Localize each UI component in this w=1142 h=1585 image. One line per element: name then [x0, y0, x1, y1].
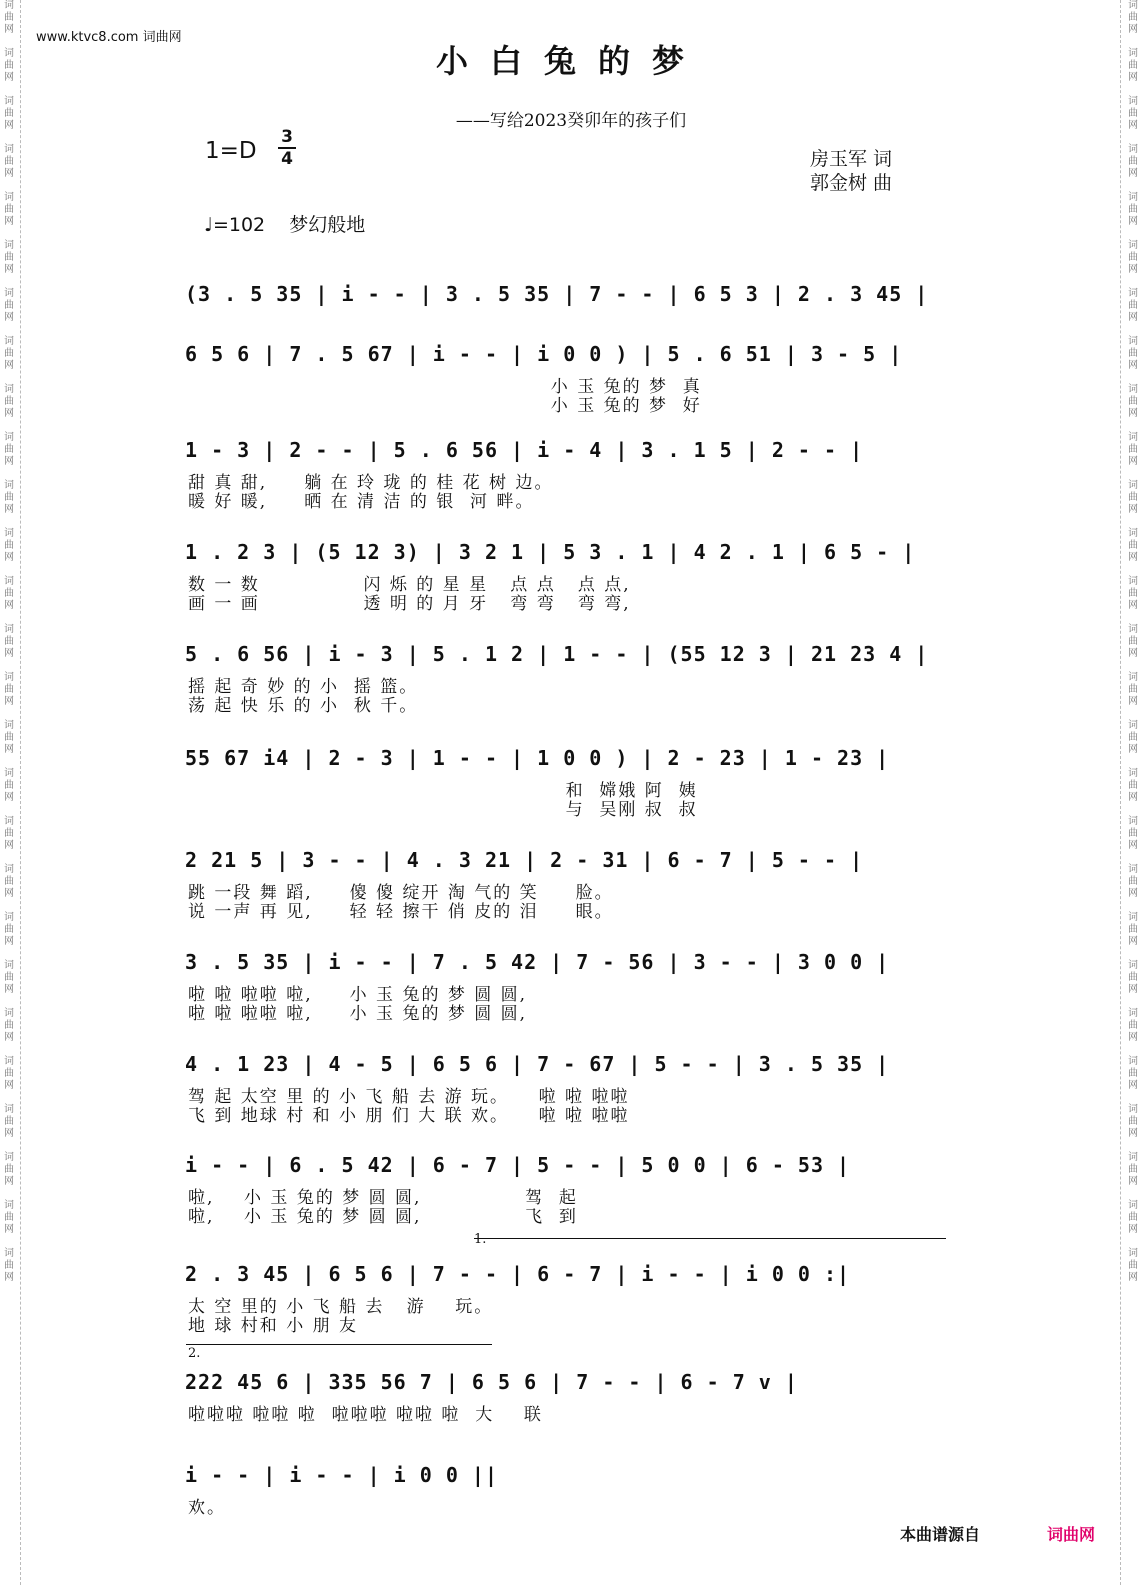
volta-2-label: 2. [188, 1346, 201, 1361]
right-border-line [1120, 0, 1121, 1585]
notation-row: 1 . 2 3 | (5 12 3) | 3 2 1 | 5 3 . 1 | 4 2 . 1 | 6 5 - | [185, 540, 916, 564]
lyric-line: 啦 啦 啦啦 啦, 小 玉 兔的 梦 圆 圆, [188, 985, 528, 1005]
notation-row: i - - | 6 . 5 42 | 6 - 7 | 5 - - | 5 0 0 | 6 - 53 | [185, 1153, 851, 1177]
song-title: 小白兔的梦 [435, 42, 706, 80]
lyric-line: 啦, 小 玉 兔的 梦 圆 圆, 飞 到 [188, 1207, 578, 1227]
key-signature: 1=D [205, 138, 257, 164]
lyric-line: 地 球 村和 小 朋 友 [188, 1316, 359, 1336]
notation-row: i - - | i - - | i 0 0 || [185, 1463, 498, 1487]
lyric-line: 跳 一段 舞 蹈, 傻 傻 绽开 淘 气的 笑 脸。 [188, 883, 614, 903]
time-signature [278, 128, 296, 168]
tempo-value: ♩=102 [204, 214, 266, 236]
source-label: 本曲谱源自 [900, 1525, 981, 1544]
left-watermark: 词 曲 网 词 曲 网 词 曲 网 词 曲 网 词 曲 网 词 曲 网 词 曲 网 词 曲 网 词 曲 网 词 曲 网 词 曲 网 词 曲 网 词 曲 网 词 曲 网 词 曲 网 词 曲 网 词 曲 网 词 曲 网 词 曲 网 词 曲 网 词 曲 网 词 曲 网 词 曲 网 词 曲 网 词 曲 网 词 曲 网 词 曲 网 [4, 0, 14, 1283]
notation-row: 1 - 3 | 2 - - | 5 . 6 56 | i - 4 | 3 . 1 5 | 2 - - | [185, 438, 864, 462]
notation-row: 2 21 5 | 3 - - | 4 . 3 21 | 2 - 31 | 6 - 7 | 5 - - | [185, 848, 864, 872]
volta-1-label: 1. [474, 1232, 487, 1247]
notation-row: 5 . 6 56 | i - 3 | 5 . 1 2 | 1 - - | (55 12 3 | 21 23 4 | [185, 642, 929, 666]
lyric-line: 和 嫦娥 阿 姨 [188, 781, 698, 801]
lyric-line: 啦啦啦 啦啦 啦 啦啦啦 啦啦 啦 大 联 [188, 1405, 543, 1425]
site-url: www.ktvc8.com [36, 30, 139, 45]
tempo-marking [204, 210, 365, 237]
volta-2-bracket [186, 1344, 492, 1345]
lyric-line: 甜 真 甜, 躺 在 玲 珑 的 桂 花 树 边。 [188, 473, 554, 493]
expression-marking: 梦幻般地 [289, 214, 366, 236]
lyric-line: 画 一 画 透 明 的 月 牙 弯 弯 弯 弯, [188, 594, 631, 614]
composer-credit: 郭金树 曲 [810, 172, 893, 194]
time-top: 3 [281, 127, 293, 147]
lyric-line: 说 一声 再 见, 轻 轻 擦干 俏 皮的 泪 眼。 [188, 902, 614, 922]
notation-row: 2 . 3 45 | 6 5 6 | 7 - - | 6 - 7 | i - - | i 0 0 :| [185, 1262, 851, 1286]
site-name: 词曲网 [142, 30, 182, 45]
notation-row: 3 . 5 35 | i - - | 7 . 5 42 | 7 - 56 | 3 - - | 3 0 0 | [185, 950, 890, 974]
lyric-line: 太 空 里的 小 飞 船 去 游 玩。 [188, 1297, 494, 1317]
lyric-line: 飞 到 地球 村 和 小 朋 们 大 联 欢。 啦 啦 啦啦 [188, 1106, 630, 1126]
lyric-line: 小 玉 兔的 梦 真 [188, 377, 702, 397]
notation-row: 55 67 i4 | 2 - 3 | 1 - - | 1 0 0 ) | 2 - 23 | 1 - 23 | [185, 746, 890, 770]
notation-row: (3 . 5 35 | i - - | 3 . 5 35 | 7 - - | 6 5 3 | 2 . 3 45 | [185, 282, 929, 306]
lyric-line: 欢。 [188, 1498, 226, 1518]
source-site: 词曲网 [1047, 1525, 1096, 1544]
time-bottom: 4 [281, 149, 293, 169]
song-subtitle: ——写给2023癸卯年的孩子们 [455, 111, 687, 131]
lyric-line: 小 玉 兔的 梦 好 [188, 396, 702, 416]
lyric-line: 啦 啦 啦啦 啦, 小 玉 兔的 梦 圆 圆, [188, 1004, 528, 1024]
notation-row: 6 5 6 | 7 . 5 67 | i - - | i 0 0 ) | 5 . 6 51 | 3 - 5 | [185, 342, 903, 366]
volta-1-bracket [474, 1238, 946, 1239]
right-watermark: 词 曲 网 词 曲 网 词 曲 网 词 曲 网 词 曲 网 词 曲 网 词 曲 网 词 曲 网 词 曲 网 词 曲 网 词 曲 网 词 曲 网 词 曲 网 词 曲 网 词 曲 网 词 曲 网 词 曲 网 词 曲 网 词 曲 网 词 曲 网 词 曲 网 词 曲 网 词 曲 网 词 曲 网 词 曲 网 词 曲 网 词 曲 网 [1128, 0, 1138, 1283]
lyric-line: 与 吴刚 叔 叔 [188, 800, 698, 820]
lyric-line: 驾 起 太空 里 的 小 飞 船 去 游 玩。 啦 啦 啦啦 [188, 1087, 630, 1107]
lyricist-credit: 房玉军 词 [810, 148, 893, 170]
lyric-line: 暖 好 暖, 晒 在 清 洁 的 银 河 畔。 [188, 492, 535, 512]
lyric-line: 数 一 数 闪 烁 的 星 星 点 点 点 点, [188, 575, 631, 595]
lyric-line: 啦, 小 玉 兔的 梦 圆 圆, 驾 起 [188, 1188, 578, 1208]
lyric-line: 摇 起 奇 妙 的 小 摇 篮。 [188, 677, 419, 697]
notation-row: 4 . 1 23 | 4 - 5 | 6 5 6 | 7 - 67 | 5 - - | 3 . 5 35 | [185, 1052, 890, 1076]
left-border-line [20, 0, 21, 1585]
notation-row: 222 45 6 | 335 56 7 | 6 5 6 | 7 - - | 6 - 7 v | [185, 1370, 798, 1394]
lyric-line: 荡 起 快 乐 的 小 秋 千。 [188, 696, 419, 716]
